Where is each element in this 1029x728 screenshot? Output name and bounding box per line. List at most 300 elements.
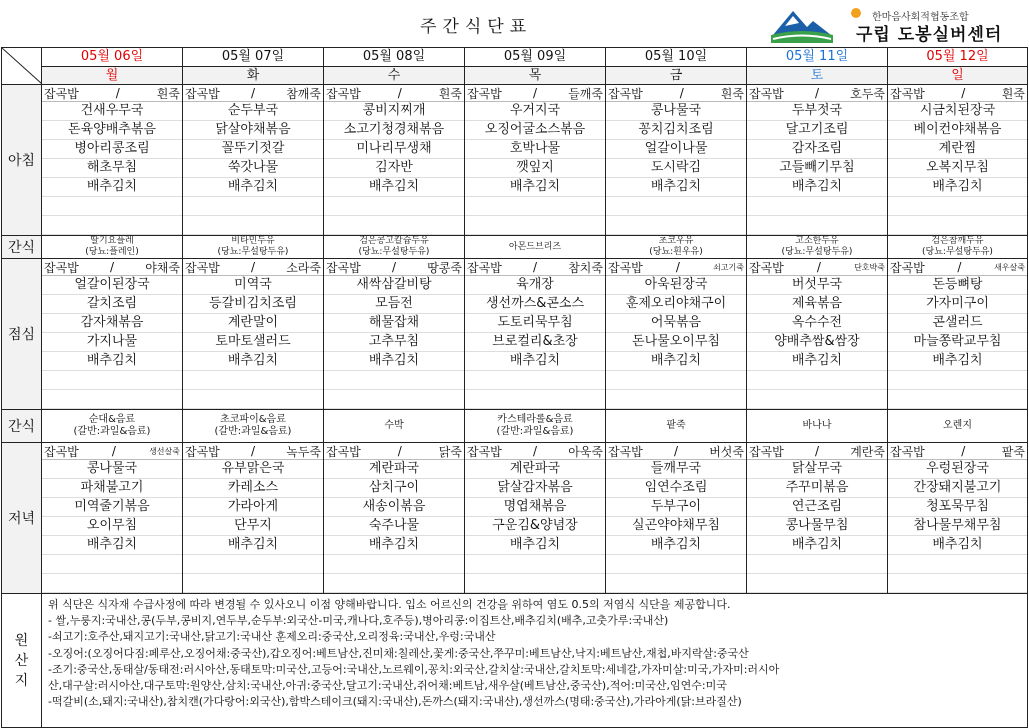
empty-line xyxy=(747,574,887,593)
empty-line xyxy=(324,555,464,574)
dish-item: 배추김치 xyxy=(324,536,464,555)
porridge-label: 들깨죽 xyxy=(568,86,603,101)
lunch-cell xyxy=(606,259,747,410)
empty-line xyxy=(888,216,1027,235)
dish-item: 우거지국 xyxy=(465,102,605,121)
empty-line xyxy=(183,197,323,216)
empty-line xyxy=(324,216,464,235)
page-title: 주간식단표 xyxy=(420,17,533,37)
separator: / xyxy=(111,444,116,458)
snack-name: 순대&음료 xyxy=(88,414,136,425)
rice-porridge-row xyxy=(465,85,605,102)
empty-line xyxy=(606,216,746,235)
dish-item: 토마토샐러드 xyxy=(183,333,323,352)
rice-label: 잡곡밥 xyxy=(185,86,220,101)
breakfast-cell xyxy=(42,85,183,236)
dish-item: 얼갈이된장국 xyxy=(42,276,182,295)
dish-item: 해물잡채 xyxy=(324,314,464,333)
dish-item: 소고기청경채볶음 xyxy=(324,121,464,140)
dinner-cell xyxy=(324,443,465,594)
rice-label: 잡곡밥 xyxy=(608,260,643,275)
empty-line xyxy=(606,574,746,593)
empty-line xyxy=(747,216,887,235)
separator: / xyxy=(109,260,115,274)
separator: / xyxy=(957,260,962,274)
empty-line xyxy=(888,574,1027,593)
rice-porridge-row xyxy=(888,259,1027,276)
dish-item: 유부맑은국 xyxy=(183,460,323,479)
porridge-label: 생선살죽 xyxy=(149,446,180,456)
snack2-cell xyxy=(888,410,1028,443)
dish-item: 가자미구이 xyxy=(888,295,1027,314)
dish-item: 제육볶음 xyxy=(747,295,887,314)
porridge-label: 쇠고기죽 xyxy=(713,262,744,272)
separator: / xyxy=(397,86,402,100)
weekday-header: 화 xyxy=(183,67,324,85)
note-line: -오징어:(오징어다짐:페루산,오징어채:중국산),갑오징어:베트남산,진미채:칠레산,꽃게:중국산,쭈꾸미:베트남산,낙지:베트남산,재첩,바지락살:중국산 xyxy=(48,646,749,660)
dish-item: 꼴뚜기젓갈 xyxy=(183,140,323,159)
separator: / xyxy=(250,86,256,100)
empty-line xyxy=(606,390,746,409)
rice-label: 잡곡밥 xyxy=(749,444,784,459)
dish-item: 새송이볶음 xyxy=(324,498,464,517)
separator: / xyxy=(814,86,820,100)
breakfast-cell xyxy=(747,85,888,236)
dish-item: 간장돼지불고기 xyxy=(888,479,1027,498)
separator: / xyxy=(816,260,821,274)
dish-item: 해초무침 xyxy=(42,159,182,178)
porridge-label: 흰죽 xyxy=(156,86,180,101)
separator: / xyxy=(961,86,966,100)
dish-item: 배추김치 xyxy=(888,178,1027,197)
snack1-cell xyxy=(747,236,888,259)
lunch-label: 점심 xyxy=(2,259,42,410)
snack-alt: (당뇨:흰우유) xyxy=(649,247,703,257)
dish-item: 호박나물 xyxy=(465,140,605,159)
separator: / xyxy=(961,444,966,458)
note-line: -쇠고기:호주산,돼지고기:국내산,닭고기:국내산 훈제오리:중국산,오리정육:국내산,우렁:국내산 xyxy=(48,630,496,644)
dish-item: 배추김치 xyxy=(888,352,1027,371)
dish-item: 닭살야채볶음 xyxy=(183,121,323,140)
rice-label: 잡곡밥 xyxy=(749,86,784,101)
dish-item: 콩비지찌개 xyxy=(324,102,464,121)
dish-item: 브로컬리&초장 xyxy=(465,333,605,352)
snack-name: 검은참깨두유 xyxy=(931,236,984,246)
date-header: 05월 07일 xyxy=(183,48,324,67)
empty-line xyxy=(606,371,746,390)
snack-name: 팥죽 xyxy=(666,420,686,431)
empty-line xyxy=(183,555,323,574)
snack1-cell xyxy=(324,236,465,259)
dinner-cell xyxy=(42,443,183,594)
dish-item: 고들빼기무침 xyxy=(747,159,887,178)
dish-item: 두부젓국 xyxy=(747,102,887,121)
dinner-cell xyxy=(183,443,324,594)
dish-item: 숙주나물 xyxy=(324,517,464,536)
dish-item: 닭살무국 xyxy=(747,460,887,479)
dish-item: 배추김치 xyxy=(324,352,464,371)
mountain-logo-icon xyxy=(771,5,833,43)
breakfast-cell xyxy=(465,85,606,236)
dish-item: 닭살감자볶음 xyxy=(465,479,605,498)
dish-item: 달고기조림 xyxy=(747,121,887,140)
rice-porridge-row xyxy=(606,259,746,276)
breakfast-row xyxy=(2,85,1028,236)
lunch-cell xyxy=(888,259,1028,410)
snack2-cell xyxy=(324,410,465,443)
porridge-label: 새우살죽 xyxy=(994,262,1025,272)
empty-line xyxy=(465,555,605,574)
date-header: 05월 09일 xyxy=(465,48,606,67)
dish-item: 양배추쌈&쌈장 xyxy=(747,333,887,352)
date-header: 05월 10일 xyxy=(606,48,747,67)
breakfast-cell xyxy=(888,85,1028,236)
origin-label xyxy=(2,594,42,728)
dish-item: 배추김치 xyxy=(42,352,182,371)
dish-item: 배추김치 xyxy=(606,178,746,197)
dish-item: 배추김치 xyxy=(324,178,464,197)
separator: / xyxy=(532,86,538,100)
dish-item: 감자채볶음 xyxy=(42,314,182,333)
snack1-cell xyxy=(183,236,324,259)
empty-line xyxy=(465,390,605,409)
dish-item: 배추김치 xyxy=(183,178,323,197)
rice-label: 잡곡밥 xyxy=(326,86,361,101)
empty-line xyxy=(42,574,182,593)
weekday-header: 목 xyxy=(465,67,606,85)
rice-porridge-row xyxy=(465,259,605,276)
porridge-label: 닭죽 xyxy=(438,444,462,459)
empty-line xyxy=(465,371,605,390)
origin-notes xyxy=(42,594,1028,728)
snack-name: 카스테라롤&음료 xyxy=(497,414,573,425)
rice-label: 잡곡밥 xyxy=(326,444,361,459)
porridge-label: 참깨죽 xyxy=(286,86,321,101)
dish-item: 단무지 xyxy=(183,517,323,536)
rice-porridge-row xyxy=(888,85,1027,102)
dish-item: 갈치조림 xyxy=(42,295,182,314)
dish-item: 배추김치 xyxy=(465,352,605,371)
separator: / xyxy=(673,444,679,458)
breakfast-cell xyxy=(183,85,324,236)
snack-alt: (갈반:과일&음료) xyxy=(73,426,151,437)
separator: / xyxy=(115,86,120,100)
dish-item: 배추김치 xyxy=(747,536,887,555)
dish-item: 깻잎지 xyxy=(465,159,605,178)
lunch-cell xyxy=(747,259,888,410)
empty-line xyxy=(42,555,182,574)
dish-item: 도시락김 xyxy=(606,159,746,178)
rice-porridge-row xyxy=(324,259,464,276)
rice-porridge-row xyxy=(606,443,746,460)
porridge-label: 땅콩죽 xyxy=(427,260,462,275)
dish-item: 콘샐러드 xyxy=(888,314,1027,333)
breakfast-label: 아침 xyxy=(2,85,42,236)
rice-porridge-row xyxy=(747,443,887,460)
porridge-label: 흰죽 xyxy=(720,86,744,101)
dish-item: 두부구이 xyxy=(606,498,746,517)
separator: / xyxy=(397,444,402,458)
snack-name: 오렌지 xyxy=(943,420,972,431)
empty-line xyxy=(324,574,464,593)
dish-item: 계란찜 xyxy=(888,140,1027,159)
snack-alt: (당뇨:무설탕두유) xyxy=(358,247,430,257)
diagonal-line-icon xyxy=(2,48,42,84)
porridge-label: 참치죽 xyxy=(568,260,603,275)
porridge-label: 흰죽 xyxy=(1001,86,1025,101)
dish-item: 계란말이 xyxy=(183,314,323,333)
snack-name: 검은콩고칼슘두유 xyxy=(359,236,429,246)
dish-item: 돈등뼈탕 xyxy=(888,276,1027,295)
date-header: 05월 11일 xyxy=(747,48,888,67)
lunch-cell xyxy=(324,259,465,410)
porridge-label: 버섯죽 xyxy=(709,444,744,459)
weekday-header: 토 xyxy=(747,67,888,85)
breakfast-cell xyxy=(606,85,747,236)
dish-item: 오징어굴소스볶음 xyxy=(465,121,605,140)
dish-item: 도토리묵무침 xyxy=(465,314,605,333)
empty-line xyxy=(324,390,464,409)
porridge-label: 소라죽 xyxy=(286,260,321,275)
note-line: 위 식단은 식자재 수급사정에 따라 변경될 수 있사오니 이점 양해바랍니다. 입소 어르신의 건강을 위하여 염도 0.5의 저염식 식단을 제공합니다. xyxy=(48,598,731,611)
empty-line xyxy=(747,371,887,390)
rice-porridge-row xyxy=(42,443,182,460)
snack1-cell xyxy=(465,236,606,259)
empty-line xyxy=(606,555,746,574)
empty-line xyxy=(465,197,605,216)
separator: / xyxy=(391,260,397,274)
weekday-header: 금 xyxy=(606,67,747,85)
dish-item: 구운김&양념장 xyxy=(465,517,605,536)
rice-porridge-row xyxy=(42,259,182,276)
dish-item: 등갈비김치조림 xyxy=(183,295,323,314)
rice-label: 잡곡밥 xyxy=(890,86,925,101)
header xyxy=(0,0,1029,47)
rice-label: 잡곡밥 xyxy=(467,86,502,101)
dish-item: 돈육양배추볶음 xyxy=(42,121,182,140)
porridge-label: 계란죽 xyxy=(850,444,885,459)
snack-name: 아몬드브리즈 xyxy=(508,241,562,252)
rice-label: 잡곡밥 xyxy=(44,444,79,459)
separator: / xyxy=(679,86,684,100)
org-subtitle: 한마음사회적협동조합 xyxy=(872,12,969,23)
dish-item: 배추김치 xyxy=(42,178,182,197)
rice-label: 잡곡밥 xyxy=(326,260,361,275)
date-header: 05월 08일 xyxy=(324,48,465,67)
lunch-cell xyxy=(465,259,606,410)
porridge-label: 팥죽 xyxy=(1001,444,1025,459)
corner-cell xyxy=(2,48,42,85)
dish-item: 순두부국 xyxy=(183,102,323,121)
dish-item: 꽁치김치조림 xyxy=(606,121,746,140)
lunch-cell xyxy=(183,259,324,410)
dish-item: 배추김치 xyxy=(465,178,605,197)
empty-line xyxy=(324,371,464,390)
dish-item: 아욱된장국 xyxy=(606,276,746,295)
rice-label: 잡곡밥 xyxy=(467,260,502,275)
dish-item: 배추김치 xyxy=(747,178,887,197)
separator: / xyxy=(675,260,680,274)
dish-item: 새싹삼갈비탕 xyxy=(324,276,464,295)
dish-item: 미역국 xyxy=(183,276,323,295)
snack-alt: (갈반:과일&음료) xyxy=(496,426,574,437)
snack1-label: 간식 xyxy=(2,236,42,259)
porridge-label: 녹두죽 xyxy=(286,444,321,459)
dish-item: 가지나물 xyxy=(42,333,182,352)
dish-item: 우렁된장국 xyxy=(888,460,1027,479)
note-line: -떡갈비(소,돼지:국내산),참치캔(가다랑어:외국산),함박스테이크(돼지:국내산),돈까스(돼지:국내산),생선까스(명태:중국산),가라아게(닭:브라질산) xyxy=(48,695,742,709)
rice-porridge-row xyxy=(183,85,323,102)
dish-item: 계란파국 xyxy=(465,460,605,479)
empty-line xyxy=(183,390,323,409)
rice-porridge-row xyxy=(324,85,464,102)
snack2-cell xyxy=(465,410,606,443)
rice-label: 잡곡밥 xyxy=(608,86,643,101)
snack1-row xyxy=(2,236,1028,259)
origin-label-1: 원 xyxy=(14,632,29,649)
snack1-cell xyxy=(888,236,1028,259)
empty-line xyxy=(465,574,605,593)
dish-item: 시금치된장국 xyxy=(888,102,1027,121)
empty-line xyxy=(747,197,887,216)
dish-item: 훈제오리야채구이 xyxy=(606,295,746,314)
dish-item: 오이무침 xyxy=(42,517,182,536)
porridge-label: 야채죽 xyxy=(145,260,180,275)
dish-item: 콩나물국 xyxy=(606,102,746,121)
empty-line xyxy=(888,197,1027,216)
weekday-row xyxy=(2,67,1028,85)
snack2-cell xyxy=(183,410,324,443)
dinner-label: 저녁 xyxy=(2,443,42,594)
dish-item: 고추무침 xyxy=(324,333,464,352)
rice-label: 잡곡밥 xyxy=(467,444,502,459)
rice-label: 잡곡밥 xyxy=(185,444,220,459)
rice-porridge-row xyxy=(42,85,182,102)
weekday-header: 수 xyxy=(324,67,465,85)
empty-line xyxy=(888,555,1027,574)
dish-item: 얼갈이나물 xyxy=(606,140,746,159)
empty-line xyxy=(747,555,887,574)
empty-line xyxy=(888,371,1027,390)
empty-line xyxy=(183,371,323,390)
weekday-header: 월 xyxy=(42,67,183,85)
dish-item: 쑥갓나물 xyxy=(183,159,323,178)
dish-item: 감자조림 xyxy=(747,140,887,159)
snack-name: 수박 xyxy=(384,420,404,431)
snack2-label: 간식 xyxy=(2,410,42,443)
empty-line xyxy=(42,390,182,409)
rice-porridge-row xyxy=(465,443,605,460)
empty-line xyxy=(42,216,182,235)
rice-porridge-row xyxy=(747,85,887,102)
snack2-cell xyxy=(747,410,888,443)
snack1-cell xyxy=(606,236,747,259)
empty-line xyxy=(42,371,182,390)
snack2-row xyxy=(2,410,1028,443)
snack2-cell xyxy=(606,410,747,443)
dish-item: 배추김치 xyxy=(888,536,1027,555)
dish-item: 배추김치 xyxy=(465,536,605,555)
dish-item: 김자반 xyxy=(324,159,464,178)
porridge-label: 호두죽 xyxy=(850,86,885,101)
dish-item: 돈나물오이무침 xyxy=(606,333,746,352)
sun-logo-icon xyxy=(848,6,864,20)
rice-porridge-row xyxy=(324,443,464,460)
dinner-cell xyxy=(888,443,1028,594)
porridge-label: 아욱죽 xyxy=(568,444,603,459)
lunch-row xyxy=(2,259,1028,410)
rice-label: 잡곡밥 xyxy=(608,444,643,459)
dish-item: 배추김치 xyxy=(183,536,323,555)
rice-label: 잡곡밥 xyxy=(185,260,220,275)
dish-item: 주꾸미볶음 xyxy=(747,479,887,498)
date-row xyxy=(2,48,1028,67)
dish-item: 어묵볶음 xyxy=(606,314,746,333)
snack-name: 바나나 xyxy=(802,420,832,431)
dish-item: 참나물무채무침 xyxy=(888,517,1027,536)
snack-name: 비타민두유 xyxy=(231,236,275,246)
dish-item: 임연수조림 xyxy=(606,479,746,498)
dinner-row xyxy=(2,443,1028,594)
snack-name: 고소한두유 xyxy=(795,236,839,246)
date-header: 05월 06일 xyxy=(42,48,183,67)
porridge-label: 단호박죽 xyxy=(854,262,885,272)
empty-line xyxy=(42,197,182,216)
empty-line xyxy=(465,216,605,235)
snack-alt: (당뇨:무설탕두유) xyxy=(922,247,993,257)
empty-line xyxy=(888,390,1027,409)
dish-item: 명엽채볶음 xyxy=(465,498,605,517)
dish-item: 생선까스&콘소스 xyxy=(465,295,605,314)
snack-alt: (당뇨:플레인) xyxy=(85,247,139,257)
dish-item: 가라아게 xyxy=(183,498,323,517)
rice-label: 잡곡밥 xyxy=(44,86,79,101)
snack-alt: (갈반:과일&음료) xyxy=(214,426,292,437)
dish-item: 들깨무국 xyxy=(606,460,746,479)
rice-label: 잡곡밥 xyxy=(44,260,79,275)
separator: / xyxy=(814,444,820,458)
rice-label: 잡곡밥 xyxy=(749,260,784,275)
dish-item: 오복지무침 xyxy=(888,159,1027,178)
dish-item: 배추김치 xyxy=(747,352,887,371)
dish-item: 실곤약야채무침 xyxy=(606,517,746,536)
snack-name: 초코우유 xyxy=(658,236,694,246)
dish-item: 육개장 xyxy=(465,276,605,295)
empty-line xyxy=(183,574,323,593)
lunch-cell xyxy=(42,259,183,410)
date-header: 05월 12일 xyxy=(888,48,1028,67)
origin-label-3: 지 xyxy=(14,672,29,689)
dinner-cell xyxy=(606,443,747,594)
dish-item: 배추김치 xyxy=(606,352,746,371)
origin-notes-row xyxy=(2,594,1028,728)
rice-porridge-row xyxy=(747,259,887,276)
snack1-cell xyxy=(42,236,183,259)
rice-label: 잡곡밥 xyxy=(890,444,925,459)
dish-item: 마늘쫑락교무침 xyxy=(888,333,1027,352)
dinner-cell xyxy=(747,443,888,594)
org-name: 구립 도봉실버센터 xyxy=(856,25,1003,45)
separator: / xyxy=(250,444,256,458)
note-line: -조기:중국산,동태살/동태전:러시아산,동태토막:미국산,고등어:국내산,노르웨이,꽁치:외국산,갈치살:국내산,갈치토막:세네갈,가자미살:미국,가자미:러시아 xyxy=(48,662,780,676)
rice-label: 잡곡밥 xyxy=(890,260,925,275)
snack-alt: (당뇨:무설탕두유) xyxy=(781,247,853,257)
empty-line xyxy=(747,390,887,409)
breakfast-cell xyxy=(324,85,465,236)
rice-porridge-row xyxy=(606,85,746,102)
dish-item: 베이컨야채볶음 xyxy=(888,121,1027,140)
dish-item: 미역줄기볶음 xyxy=(42,498,182,517)
